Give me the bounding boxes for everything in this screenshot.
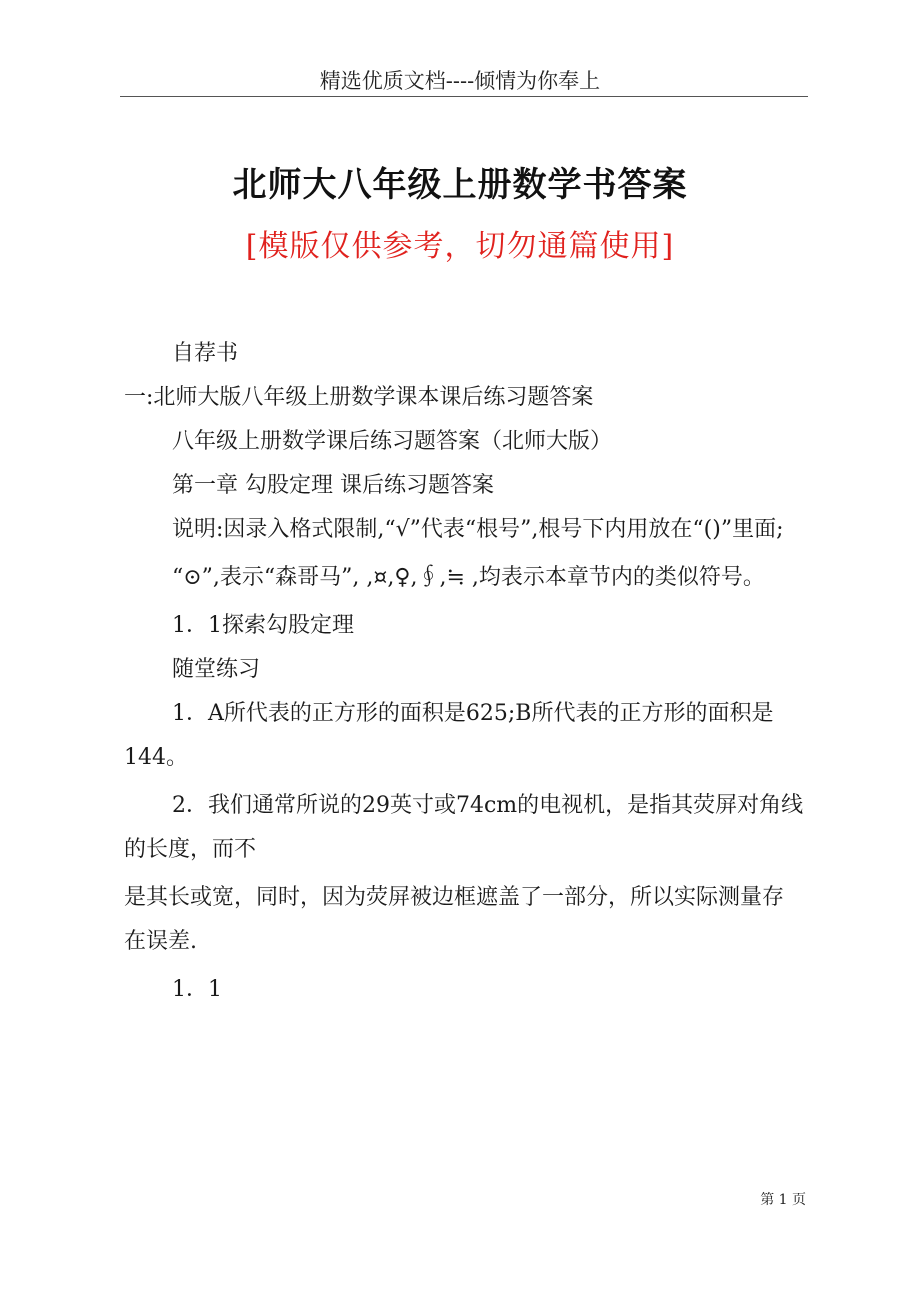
body-paragraph: 1．A所代表的正方形的面积是625;B所代表的正方形的面积是144。 xyxy=(124,701,774,770)
section-heading: 1．1探索勾股定理 xyxy=(172,613,354,638)
page-header: 精选优质文档----倾情为你奉上 xyxy=(319,69,601,93)
subsection-heading: 随堂练习 xyxy=(172,657,261,682)
section-heading: 1．1 xyxy=(172,977,222,1002)
body-line: 自荐书 xyxy=(172,341,239,366)
document-title: 北师大八年级上册数学书答案 xyxy=(232,165,688,205)
body-paragraph: 2．我们通常所说的29英寸或74cm的电视机，是指其荧屏对角线的长度，而不 xyxy=(124,793,804,862)
body-line: 八年级上册数学课后练习题答案（北师大版） xyxy=(172,429,613,454)
header-divider xyxy=(120,96,808,97)
body-line: 第一章 勾股定理 课后练习题答案 xyxy=(172,473,494,498)
document-body xyxy=(124,332,804,1012)
body-paragraph: “⊙”,表示“森哥马”, ,¤,♀,∮,≒ ,均表示本章节内的类似符号。 xyxy=(172,565,765,590)
body-paragraph: 说明:因录入格式限制,“√”代表“根号”,根号下内用放在“()”里面; xyxy=(172,517,784,542)
document-subtitle: [模版仅供参考，切勿通篇使用] xyxy=(245,229,675,264)
body-paragraph: 是其长或宽，同时，因为荧屏被边框遮盖了一部分，所以实际测量存在误差. xyxy=(124,885,785,954)
body-line: 一:北师大版八年级上册数学课本课后练习题答案 xyxy=(124,385,594,410)
page-number: 第 1 页 xyxy=(760,1192,806,1208)
